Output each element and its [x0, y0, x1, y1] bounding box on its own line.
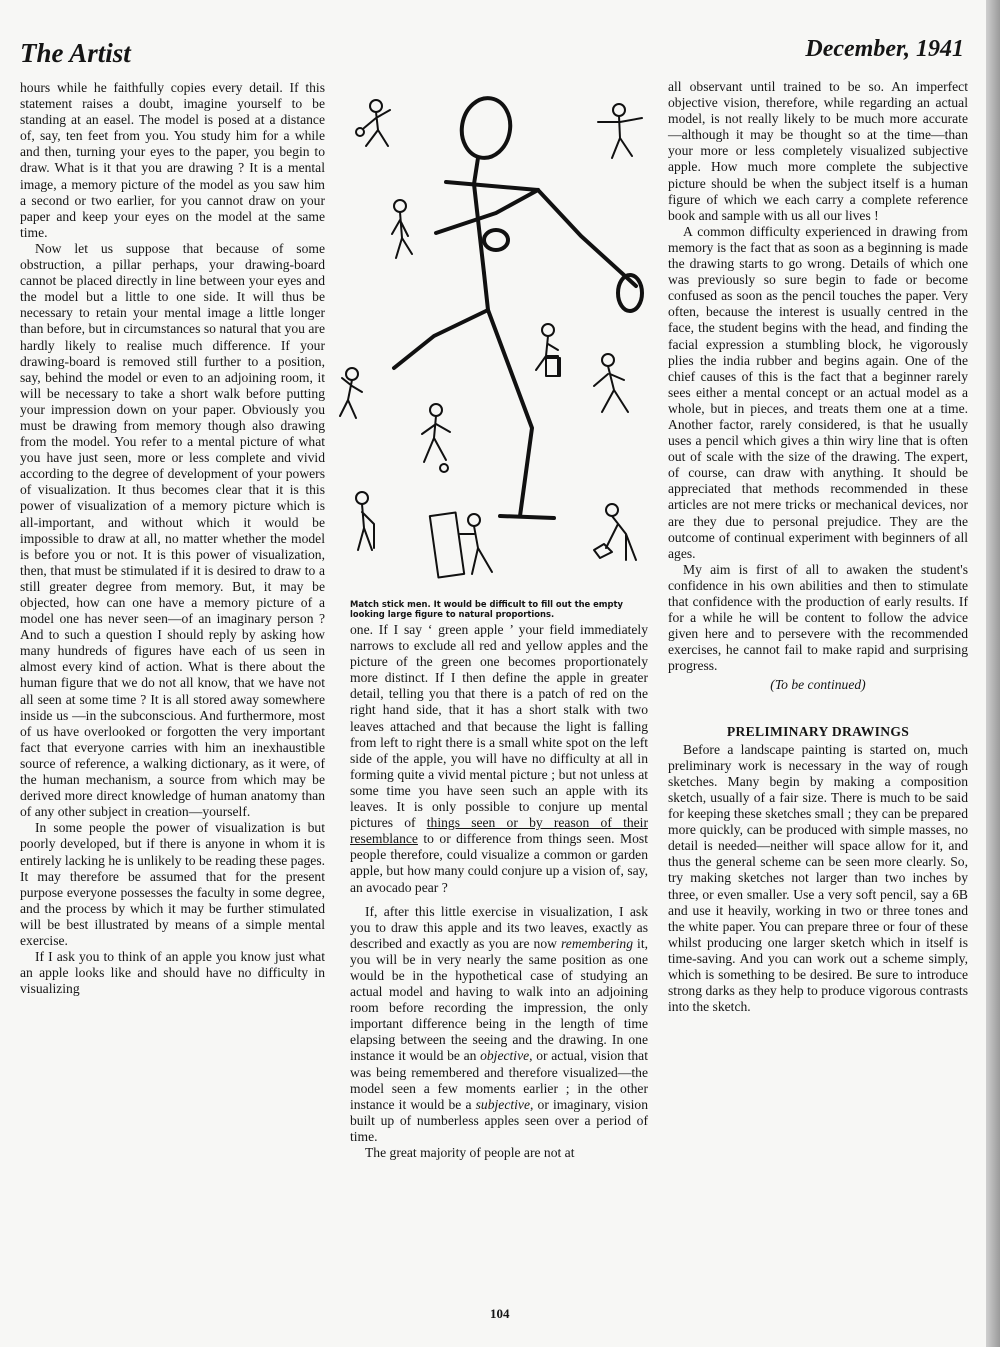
- small-stick-figure: [430, 512, 492, 577]
- magazine-title: The Artist: [20, 38, 131, 68]
- small-stick-figure: [536, 324, 560, 376]
- paragraph: [350, 904, 648, 1145]
- small-stick-figure: [356, 100, 390, 146]
- large-stick-figure: [394, 94, 642, 518]
- paragraph-text: , or actual, vision that was being remembered and therefore visualized—the model seen a few moments earlier ; in the other instance it would be a: [350, 1048, 648, 1112]
- paragraph: In some people the power of visualization is but poorly developed, but if there is anyone in whom it is entirely lacking he is unlikely to be reading these pages. It may therefore be assumed that for the present purpose everyone possesses the faculty in some degree, and the process by which it may be further stimulated will be best illustrated by means of a simple mental exercise.: [20, 820, 326, 948]
- paragraph: If I ask you to think of an apple you know just what an apple looks like and should have no difficulty in visualizing: [20, 949, 325, 997]
- paragraph: The great majority of people are not at: [365, 1145, 575, 1160]
- emphasis: remembering: [561, 935, 633, 951]
- small-stick-figure: [340, 368, 362, 418]
- paragraph: all observant until trained to be so. An imperfect objective vision, therefore, while regarding an actual model, is not really likely to be much more accurate —although it may be thought so at the time—than your more or less completely visualized subjective apple. How much more complete the subjective picture should be when the subject itself is a human figure of which we each carry a complete reference book and sample with us all our lives !: [668, 79, 968, 223]
- page-edge-shadow: [986, 0, 1000, 1347]
- paragraph: [350, 622, 648, 896]
- left-column: [20, 80, 325, 997]
- paragraph: Now let us suppose that because of some obstruction, a pillar perhaps, your drawing-board cannot be placed directly in line between your eyes and the model but a little to one side. It will thus be necessary to retain your mental image a little longer than before, but in circumstances so natural that you are hardly likely to realise much difference. If your drawing-board is removed still further to a position, say, behind the model or even to an adjoining room, it will be necessary to take a short walk before putting your impression down on your paper. Obviously you must be drawing from memory though also drawing from the model. You refer to a mental picture of what you have just seen, more or less complete and vivid according to the degree of development of your powers of visualization. It thus becomes clear that it is this power of visualization of a memory picture which is all-important, and without which it would be impossible to draw at all, no matter whether the model is before you or not. It is this power of visualization, then, that must be stimulated if it is desired to draw to a still greater degree from memory. But, it may be objected, how can one have a memory picture of a model one has never seen—of an imaginary person ? And to such a question I should reply by asking how many hundreds of figures have each of us seen in almost every kind of action. What is there about the human figure that we do not all know, that we have not all seen at some time ? It is all stored away somewhere inside us —in the subconscious. And furthermore, most of us have overlooked or forgotten the very important fact that everyone carries with him an inexhaustible source of reference, a walking dictionary, as it were, of the human mechanism, a source from which may be derived more direct knowledge of human anatomy than of any other subject in creation—yourself.: [20, 240, 325, 820]
- paragraph-text: to or difference from things seen. Most people therefore, could visualize a common or garden apple, but how many could conjure up a vision of, say, an avocado pear ?: [350, 831, 648, 895]
- paragraph: Before a landscape painting is started on, much preliminary work is necessary in the way of rough sketches. Many begin by making a composition sketch, usually of a fair size. There is much to be said for keeping these sketches small ; they can be prepared more quickly, can be produced with simple masses, no detail is needed—neither will space allow for it, and thus the general scheme can be seen more clearly. So, try making sketches not larger than two inches by three, or even smaller. Use a very soft pencil, say a 6B and use it heavily, working in two or three tones and the white paper. You can prepare three or four of these whilst producing one larger sketch which in itself is time-saving. And you can work out a scheme simply, which is something to be desired. Be sure to introduce strong darks as they help to produce vigorous contrasts into the sketch.: [668, 741, 968, 1015]
- middle-column: [350, 622, 648, 1161]
- issue-date: December, 1941: [805, 36, 964, 62]
- emphasis: subjective: [475, 1096, 530, 1112]
- emphasis: objective: [480, 1048, 530, 1064]
- paragraph-text-underlined: things seen or by reason of their resemblance: [350, 815, 648, 847]
- figure-caption: Match stick men. It would be difficult to fill out the empty looking large figure to natural proportions.: [350, 599, 623, 619]
- small-stick-figure: [392, 200, 412, 258]
- right-column: [668, 79, 968, 1015]
- paragraph: My aim is first of all to awaken the student's confidence in his own abilities and then to stimulate that confidence with the production of early results. If for a while he will be content to follow the advice given here and to persevere with the recommended exercises, he cannot fail to make rapid and surprising progress.: [668, 561, 968, 674]
- small-stick-figure: [594, 354, 628, 412]
- small-stick-figure: [356, 492, 374, 550]
- page-number: 104: [490, 1306, 510, 1321]
- section-heading: PRELIMINARY DRAWINGS: [726, 723, 910, 739]
- paragraph-text: one. If I say ‘ green apple ’ your field immediately narrows to exclude all red and yellow apples and the picture of the green one becomes proportionately more distinct. If I then define the apple in greater detail, telling you that there is a patch of red on the right hand side, that it has a short stalk with two leaves attached and that because the light is falling from left to right there is a small white spot on the left side of the apple, you will have no difficulty at all in forming quite a vivid mental picture ; but not unless at some time you have seen such an apple with its leaves. It is only possible to conjure up mental pictures of: [350, 622, 648, 831]
- small-stick-figure: [594, 504, 636, 560]
- paragraph-text: it, you will be in very nearly the same position as one would be in the hypothetical case of studying an actual model and having to walk into an adjoining room before recording the impression, the only important difference being in the length of time elapsing between the seeing and the drawing. In one instance it would be an: [350, 935, 648, 1064]
- paragraph-text: If, after this little exercise in visualization, I ask you to draw this apple and its two leaves, exactly as described and exactly as you are now: [350, 903, 648, 951]
- small-stick-figure: [422, 404, 450, 472]
- paragraph-text: , or imaginary, vision built up of numberless apples seen over a period of time.: [350, 1096, 648, 1144]
- small-stick-figure: [598, 104, 642, 158]
- continued-note: (To be continued): [770, 677, 866, 693]
- paragraph: hours while he faithfully copies every detail. If this statement raises a doubt, imagine yourself to be standing at an easel. The model is posed at a distance of, say, ten feet from you. You study him for a while and then, turning your eyes to the paper, you begin to draw. What is it that you are drawing ? It is a mental image, a memory picture of the model as you saw him a second or two earlier, for you cannot draw on your paper and keep your eyes on the model at the same time.: [20, 80, 325, 240]
- paragraph: A common difficulty experienced in drawing from memory is the fact that as soon as a beginning is made the drawing starts to go wrong. Details of which one was previously so sure begin to fade or become confused as soon as the pencil touches the paper. Very often, because the interest is usually centred in the face, the student begins with the head, and finding the facial expression a stumbling block, he vigorously plies the india rubber and begins again. One of the chief causes of this is the fact that a beginner rarely sees either a mental concept or an actual model as a whole, but in pieces, and treats them one at a time. Another factor, rarely considered, is that he usually uses a pencil which gives a thin wiry line that is often out of scale with the size of the drawing. The expert, of course, can draw with anything. It should be appreciated that methods recommended in these articles are not mere tricks or mechanical devices, nor are they due to personal prejudice. They are the outcome of continual experiment with beginners of all ages.: [668, 223, 968, 561]
- stick-figure-illustration: [336, 88, 656, 596]
